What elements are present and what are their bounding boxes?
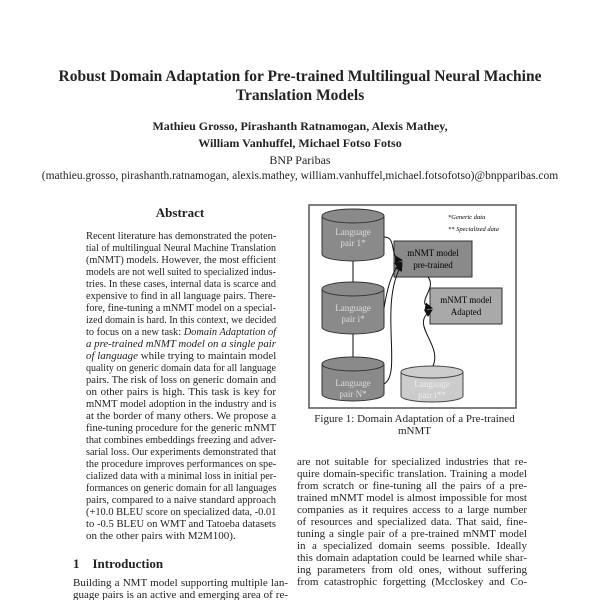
text-line: of resources and specialized data. That said, fine- bbox=[297, 516, 527, 528]
db-label: Language bbox=[335, 227, 371, 237]
text-line: fore, fine-tuning a mNMT model on a special- bbox=[86, 302, 276, 314]
text-line: formances on generic domain for all languages bbox=[86, 482, 277, 494]
db-label: pair i** bbox=[418, 390, 446, 400]
box-label: mNMT model bbox=[407, 248, 459, 258]
figure-caption: Figure 1: Domain Adaptation of a Pre-trained mNMT bbox=[314, 413, 515, 437]
db-label: Language bbox=[414, 379, 450, 389]
text-line: pairs. The risk of loss on generic domain and bbox=[86, 374, 277, 386]
text-line: tries. In these cases, internal data is scarce and bbox=[86, 278, 277, 290]
text-line: at the border of many others. We propose a bbox=[86, 410, 276, 422]
text-line: pairs, compared to a naive standard approach bbox=[86, 494, 276, 506]
intro-body bbox=[73, 577, 288, 600]
text-line: a pre-trained mNMT model on a single pair bbox=[86, 338, 276, 350]
box-mnmt-pretrained bbox=[394, 241, 472, 277]
box-mnmt-adapted bbox=[430, 288, 502, 324]
text-line: guage pairs is an active and emerging area of re- bbox=[73, 589, 288, 600]
text-line: are not suitable for specialized industries that re- bbox=[297, 456, 527, 468]
text-line: that combines embeddings freezing and adver- bbox=[86, 434, 277, 446]
emails: (mathieu.grosso, pirashanth.ratnamogan, alexis.mathey, william.vanhuffel,michael.fotsofotso)@bnpparibas.com bbox=[41, 170, 559, 182]
paper-title-line-2: Translation Models bbox=[235, 87, 365, 104]
text-line: trained mNMT model is almost impossible for most bbox=[297, 492, 527, 504]
text-line: the procedure improves performances on spe- bbox=[86, 458, 277, 470]
text-line: quire domain-specific translation. Training a model bbox=[297, 468, 527, 480]
section-number: 1 bbox=[73, 556, 80, 571]
text-line: Recent literature has demonstrated the poten- bbox=[86, 230, 277, 242]
text-line: fine-tuning procedure for the generic mNMT bbox=[86, 422, 277, 434]
text-line: models are not well suited to specialized indus- bbox=[86, 266, 276, 278]
db-label: Language bbox=[335, 303, 371, 313]
text-line: quality on generic domain data for all language bbox=[86, 362, 277, 374]
text-line: ized domain is hard. In this context, we decided bbox=[86, 314, 277, 326]
text-line: from catastrophic forgetting (Mccloskey and Co- bbox=[297, 576, 527, 588]
text-line: on the other pairs with M2M100). bbox=[86, 530, 236, 542]
figure-diagram bbox=[308, 204, 518, 410]
authors-line-1: Mathieu Grosso, Pirashanth Ratnamogan, Alexis Mathey, bbox=[152, 119, 448, 133]
text-line: (+10.0 BLEU score on specialized data, -0.01 bbox=[86, 506, 277, 518]
text-line: sarial loss. Our experiments demonstrated that bbox=[86, 446, 277, 458]
right-column-body bbox=[297, 456, 527, 588]
legend-generic: *Generic data bbox=[448, 214, 486, 221]
text-line: Building a NMT model supporting multiple lan- bbox=[73, 577, 288, 589]
abstract-body bbox=[86, 230, 276, 542]
text-line: companies as it requires access to a large number bbox=[297, 504, 527, 516]
text-line: to -0.5 BLEU on WMT and Tatoeba datasets bbox=[86, 518, 276, 530]
legend-specialized: ** Specialized data bbox=[448, 226, 499, 233]
database-language-pair-i bbox=[322, 282, 384, 334]
text-line: expensive to find in all language pairs. There- bbox=[86, 290, 277, 302]
db-label: Language bbox=[335, 378, 371, 388]
text-line: tuning a single pair of a pre-trained mNMT model bbox=[297, 528, 527, 540]
database-language-pair-i-specialized bbox=[401, 366, 463, 402]
db-label: pair 1* bbox=[340, 238, 366, 248]
paper-title-line-1: Robust Domain Adaptation for Pre-trained Multilingual Neural Machine bbox=[58, 68, 542, 85]
affiliation: BNP Paribas bbox=[269, 153, 331, 167]
text-line: of language while trying to maintain model bbox=[86, 350, 277, 362]
database-language-pair-1 bbox=[322, 209, 384, 261]
db-label: pair i* bbox=[341, 314, 365, 324]
text-line: (mNMT) models. However, the most efficient bbox=[86, 254, 276, 266]
text-line: to focus on a new task: Domain Adaptation of bbox=[86, 326, 277, 338]
text-line: tial of multilingual Neural Machine Translation bbox=[86, 242, 276, 254]
text-line: ing parameters from old ones, without suffering bbox=[297, 564, 527, 576]
text-line: in a specialized domain seems possible. Ideally bbox=[297, 540, 527, 552]
database-language-pair-N bbox=[322, 357, 384, 401]
text-line: cialized data with a minimal loss in initial per- bbox=[86, 470, 277, 482]
section-title: Introduction bbox=[92, 556, 164, 571]
authors-line-2: William Vanhuffel, Michael Fotso Fotso bbox=[198, 136, 402, 150]
text-line: mNMT model adoption in the industry and is bbox=[86, 398, 277, 410]
abstract-heading: Abstract bbox=[155, 205, 205, 220]
text-line: from scratch or fine-tuning all the pairs of a pre- bbox=[297, 480, 527, 492]
box-label: pre-trained bbox=[413, 260, 453, 270]
box-label: mNMT model bbox=[440, 295, 492, 305]
box-label: Adapted bbox=[450, 307, 482, 317]
db-label: pair N* bbox=[339, 389, 367, 399]
text-line: on other pairs is high. This task is key for bbox=[86, 386, 276, 398]
text-line: this domain adaptation could be learned while shar- bbox=[297, 552, 527, 564]
intro-heading bbox=[73, 556, 163, 572]
